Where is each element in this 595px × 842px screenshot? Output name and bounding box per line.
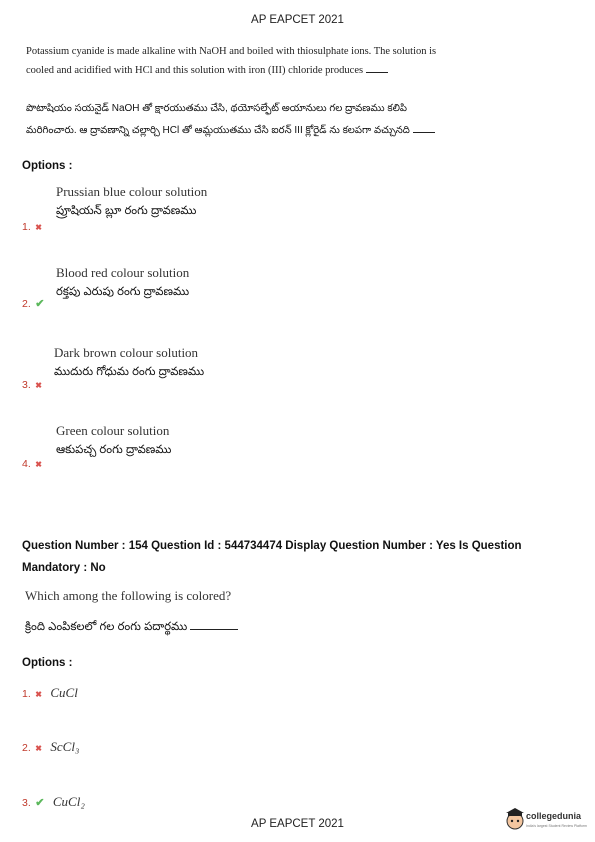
option-english: Green colour solution — [56, 423, 170, 438]
option-formula: CuCl — [50, 685, 78, 700]
question-english-text — [26, 42, 446, 80]
option-number: 4. — [22, 458, 31, 470]
question-english-text: Which among the following is colored? — [25, 588, 232, 603]
options-label: Options : — [22, 657, 73, 669]
check-icon: ✔ — [35, 298, 45, 310]
question-telugu-text: క్రింది ఎంపికలలో గల రంగు పదార్థము — [25, 620, 238, 636]
option-formula: ScCl₃ — [50, 739, 80, 754]
question-line: Potassium cyanide is made alkaline with NaOH and boiled with thiosulphate ions. The solution is — [26, 46, 437, 57]
option-english: Prussian blue colour solution — [56, 184, 208, 199]
option-telugu: రక్తపు ఎరుపు రంగు ద్రావణము — [56, 286, 190, 298]
logo-tagline: India's largest Student Review Platform — [526, 824, 587, 828]
cross-icon: ✖ — [35, 744, 42, 753]
cross-icon: ✖ — [35, 460, 42, 469]
collegedunia-logo — [505, 806, 590, 836]
option-row — [22, 793, 85, 811]
answer-blank — [366, 64, 388, 73]
option-number: 3. — [22, 797, 31, 809]
logo-text: collegedunia — [526, 811, 582, 821]
page-header: AP EAPCET 2021 — [251, 14, 344, 26]
question-line: మరిగించారు. ఆ ద్రావణాన్ని చల్లార్చి HCl తో ఆమ్లయుతము చేసి ఐరన్ III క్లోరైడ్ ను కలపగా వచ్చునది — [26, 120, 466, 142]
option-marker — [22, 294, 44, 312]
option-marker — [22, 454, 42, 472]
option-telugu: ప్రూషియన్ బ్లూ రంగు ద్రావణము — [56, 205, 197, 217]
option-number: 1. — [22, 221, 31, 233]
answer-blank — [190, 621, 238, 630]
question-line: cooled and acidified with HCl and this solution with iron (III) chloride produces — [26, 61, 446, 80]
option-row — [22, 684, 78, 702]
question-telugu-text — [26, 98, 466, 142]
option-english: Dark brown colour solution — [54, 345, 199, 360]
question-metadata — [22, 535, 582, 579]
answer-blank — [413, 124, 435, 133]
option-number: 3. — [22, 379, 31, 391]
check-icon: ✔ — [35, 797, 45, 809]
option-telugu: ముదురు గోధుమ రంగు ద్రావణము — [54, 366, 205, 378]
cross-icon: ✖ — [35, 223, 42, 232]
cross-icon: ✖ — [35, 381, 42, 390]
option-telugu: ఆకుపచ్చ రంగు ద్రావణము — [56, 444, 172, 456]
options-label: Options : — [22, 160, 73, 172]
option-english: Blood red colour solution — [56, 265, 190, 280]
question-line: పొటాషియం సయనైడ్ NaOH తో క్షారయుతము చేసి, థయోసల్ఫేట్ అయానులు గల ద్రావణము కలిపి — [26, 103, 408, 114]
option-number: 2. — [22, 742, 31, 754]
option-formula: CuCl₂ — [52, 794, 85, 809]
option-marker — [22, 217, 42, 235]
option-row — [22, 738, 79, 756]
question-meta-line: Question Number : 154 Question Id : 544734474 Display Question Number : Yes Is Question — [22, 540, 522, 552]
option-number: 2. — [22, 298, 31, 310]
page-footer: AP EAPCET 2021 — [251, 818, 344, 830]
option-marker — [22, 375, 42, 393]
question-meta-line: Mandatory : No — [22, 562, 106, 574]
option-number: 1. — [22, 688, 31, 700]
cross-icon: ✖ — [35, 690, 42, 699]
